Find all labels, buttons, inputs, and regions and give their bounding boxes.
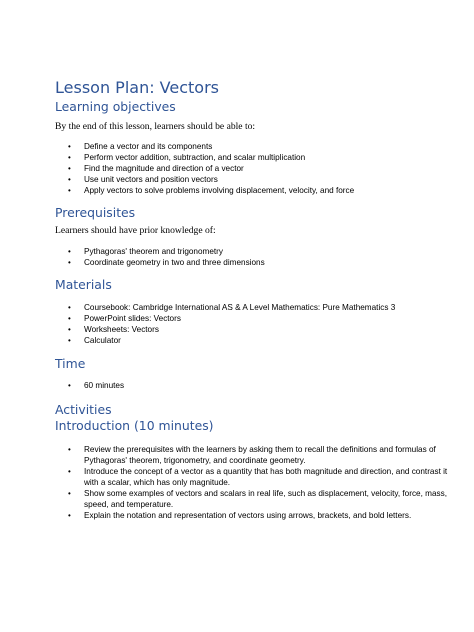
list-item [55,246,265,257]
bullet-icon: • [68,186,71,195]
list-item [55,510,450,521]
bullet-icon: • [68,303,71,312]
list-item-text: Pythagoras' theorem and trigonometry [84,247,224,256]
list-item-text: Worksheets: Vectors [84,325,159,334]
list-item-text: Calculator [84,336,121,345]
list-item-text: 60 minutes [84,381,125,390]
prerequisites-list [55,246,265,268]
bullet-icon: • [68,336,71,345]
list-item [55,141,354,152]
list-item [55,185,354,196]
list-item-text: Use unit vectors and position vectors [84,175,218,184]
bullet-icon: • [68,175,71,184]
bullet-icon: • [68,325,71,334]
bullet-icon: • [68,258,71,267]
list-item-text: Define a vector and its components [84,142,213,151]
list-item [55,163,354,174]
bullet-icon: • [68,314,71,323]
activities-heading: Activities [55,402,112,417]
prerequisites-heading: Prerequisites [55,205,136,220]
list-item [55,313,395,324]
learning-objectives-list [55,141,354,196]
learning-objectives-heading: Learning objectives [55,99,176,114]
list-item-text: PowerPoint slides: Vectors [84,314,181,323]
list-item [55,466,450,488]
list-item-text: Coordinate geometry in two and three dimensions [84,258,265,267]
list-item [55,302,395,313]
list-item [55,488,450,510]
introduction-heading: Introduction (10 minutes) [55,418,214,433]
list-item-text: Review the prerequisites with the learners by asking them to recall the definitions and formulas of Pythagoras' theorem, trigonometry, and coordinate geometry. [84,445,436,465]
list-item-text: Coursebook: Cambridge International AS & A Level Mathematics: Pure Mathematics 3 [84,303,396,312]
introduction-list [55,444,450,521]
bullet-icon: • [68,445,71,454]
bullet-icon: • [68,142,71,151]
bullet-icon: • [68,381,71,390]
bullet-icon: • [68,511,71,520]
list-item-text: Show some examples of vectors and scalars in real life, such as displacement, velocity, force, mass, speed, and temperature. [84,489,447,509]
prerequisites-intro: Learners should have prior knowledge of: [55,225,216,236]
materials-list [55,302,395,346]
list-item [55,444,450,466]
bullet-icon: • [68,489,71,498]
bullet-icon: • [68,164,71,173]
time-list [55,380,124,391]
list-item [55,335,395,346]
list-item [55,152,354,163]
list-item [55,324,395,335]
list-item-text: Introduce the concept of a vector as a quantity that has both magnitude and direction, and contrast it with a scalar, which has only magnitude. [84,467,448,487]
bullet-icon: • [68,247,71,256]
materials-heading: Materials [55,277,112,292]
list-item [55,257,265,268]
list-item [55,380,124,391]
list-item-text: Apply vectors to solve problems involving displacement, velocity, and force [84,186,355,195]
time-heading: Time [55,356,86,371]
document-title: Lesson Plan: Vectors [55,78,219,97]
list-item [55,174,354,185]
list-item-text: Perform vector addition, subtraction, and scalar multiplication [84,153,306,162]
list-item-text: Find the magnitude and direction of a vector [84,164,244,173]
list-item-text: Explain the notation and representation of vectors using arrows, brackets, and bold letters. [84,511,412,520]
bullet-icon: • [68,467,71,476]
learning-objectives-intro: By the end of this lesson, learners should be able to: [55,121,256,132]
bullet-icon: • [68,153,71,162]
